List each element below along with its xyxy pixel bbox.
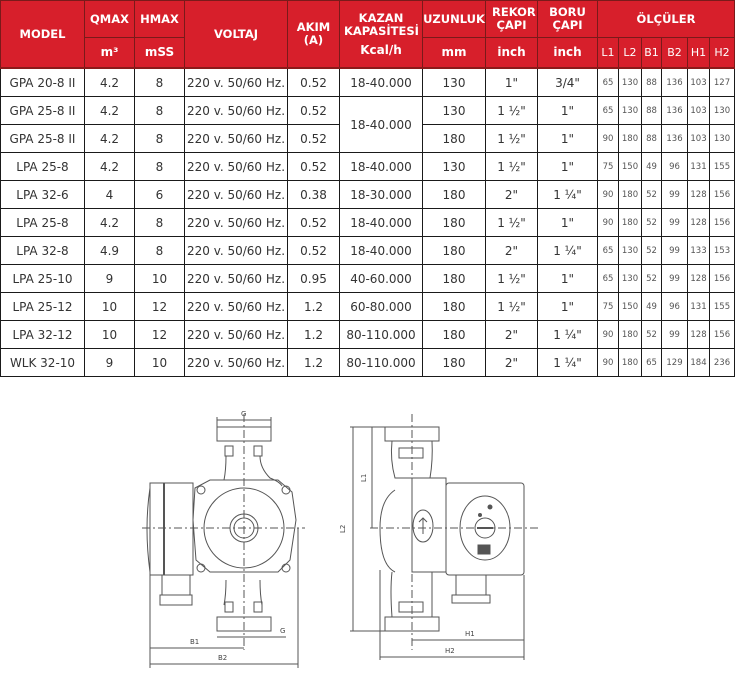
cell-b1: 52 (642, 321, 662, 349)
cell-kazan: 40-60.000 (340, 265, 423, 293)
col-l2: L2 (619, 38, 642, 69)
cell-h1: 131 (688, 153, 710, 181)
cell-h2: 127 (710, 68, 735, 97)
cell-voltaj: 220 v. 50/60 Hz. (185, 237, 288, 265)
cell-b2: 136 (662, 97, 688, 125)
cell-l1: 90 (598, 181, 619, 209)
cell-boru: 1" (538, 97, 598, 125)
cell-boru: 1" (538, 293, 598, 321)
h1-label: H1 (465, 630, 475, 638)
cell-l2: 180 (619, 349, 642, 377)
cell-b1: 49 (642, 153, 662, 181)
l2-label: L2 (339, 524, 347, 533)
table-row (1, 349, 735, 377)
cell-l2: 150 (619, 153, 642, 181)
cell-qmax: 9 (85, 265, 135, 293)
cell-uzunluk: 130 (423, 153, 486, 181)
cell-l1: 90 (598, 349, 619, 377)
cell-l2: 150 (619, 293, 642, 321)
col-akim: AKIM (A) (288, 1, 340, 69)
cell-voltaj: 220 v. 50/60 Hz. (185, 265, 288, 293)
cell-hmax: 8 (135, 209, 185, 237)
cell-rekor: 1 ½" (486, 209, 538, 237)
cell-akim: 0.52 (288, 97, 340, 125)
cell-kazan: 18-40.000 (340, 209, 423, 237)
cell-l1: 75 (598, 153, 619, 181)
cell-uzunluk: 180 (423, 349, 486, 377)
cell-boru: 1 ¼" (538, 321, 598, 349)
cell-boru: 1 ¼" (538, 237, 598, 265)
cell-l1: 65 (598, 97, 619, 125)
cell-akim: 1.2 (288, 293, 340, 321)
cell-akim: 0.95 (288, 265, 340, 293)
pump-technical-drawing (140, 400, 560, 694)
cell-akim: 0.52 (288, 68, 340, 97)
col-uzunluk-unit: mm (423, 38, 486, 69)
table-row (1, 68, 735, 97)
cell-qmax: 4.2 (85, 68, 135, 97)
cell-hmax: 8 (135, 153, 185, 181)
cell-hmax: 8 (135, 68, 185, 97)
cell-b2: 136 (662, 68, 688, 97)
b2-label: B2 (218, 654, 228, 662)
cell-h1: 131 (688, 293, 710, 321)
cell-uzunluk: 130 (423, 68, 486, 97)
cell-b2: 99 (662, 265, 688, 293)
table-row (1, 321, 735, 349)
cell-h1: 184 (688, 349, 710, 377)
cell-voltaj: 220 v. 50/60 Hz. (185, 349, 288, 377)
cell-model: WLK 32-10 (1, 349, 85, 377)
cell-boru: 1 ¼" (538, 349, 598, 377)
cell-model: LPA 32-8 (1, 237, 85, 265)
cell-l2: 180 (619, 181, 642, 209)
cell-boru: 1" (538, 153, 598, 181)
cell-qmax: 4.9 (85, 237, 135, 265)
cell-b1: 52 (642, 209, 662, 237)
cell-h2: 156 (710, 209, 735, 237)
cell-boru: 1" (538, 209, 598, 237)
cell-h1: 133 (688, 237, 710, 265)
cell-kazan: 18-40.000 (340, 237, 423, 265)
cell-l2: 130 (619, 97, 642, 125)
cell-qmax: 10 (85, 293, 135, 321)
cell-hmax: 6 (135, 181, 185, 209)
pump-front-view (142, 410, 305, 668)
cell-uzunluk: 180 (423, 237, 486, 265)
cell-voltaj: 220 v. 50/60 Hz. (185, 125, 288, 153)
cell-boru: 1 ¼" (538, 181, 598, 209)
cell-rekor: 1 ½" (486, 265, 538, 293)
cell-rekor: 1 ½" (486, 97, 538, 125)
table-row (1, 293, 735, 321)
cell-b1: 88 (642, 68, 662, 97)
cell-b1: 88 (642, 97, 662, 125)
cell-b2: 136 (662, 125, 688, 153)
cell-akim: 1.2 (288, 321, 340, 349)
cell-model: LPA 25-10 (1, 265, 85, 293)
cell-boru: 3/4" (538, 68, 598, 97)
cell-akim: 1.2 (288, 349, 340, 377)
cell-kazan: 18-40.000 (340, 153, 423, 181)
cell-model: LPA 32-12 (1, 321, 85, 349)
g-bottom-label: G (280, 627, 286, 635)
spec-table-body (1, 68, 735, 377)
cell-qmax: 10 (85, 321, 135, 349)
b1-label: B1 (190, 638, 200, 646)
col-kazan-unit: Kcal/h (360, 42, 402, 57)
cell-b1: 49 (642, 293, 662, 321)
col-rekor-unit: inch (486, 38, 538, 69)
cell-voltaj: 220 v. 50/60 Hz. (185, 68, 288, 97)
cell-qmax: 4.2 (85, 125, 135, 153)
cell-rekor: 1 ½" (486, 293, 538, 321)
cell-kazan: 18-40.000 (340, 97, 423, 153)
cell-model: GPA 25-8 II (1, 97, 85, 125)
col-qmax-unit: m³ (85, 38, 135, 69)
table-row (1, 237, 735, 265)
cell-h2: 156 (710, 321, 735, 349)
cell-l1: 65 (598, 68, 619, 97)
cell-voltaj: 220 v. 50/60 Hz. (185, 153, 288, 181)
col-kazan (340, 1, 423, 69)
cell-h2: 153 (710, 237, 735, 265)
cell-kazan: 80-110.000 (340, 321, 423, 349)
g-top-label: G (241, 410, 247, 418)
cell-uzunluk: 180 (423, 265, 486, 293)
cell-l2: 130 (619, 237, 642, 265)
cell-rekor: 2" (486, 321, 538, 349)
cell-qmax: 4 (85, 181, 135, 209)
table-row (1, 153, 735, 181)
cell-h1: 103 (688, 68, 710, 97)
cell-b1: 52 (642, 265, 662, 293)
cell-l1: 65 (598, 237, 619, 265)
cell-b1: 52 (642, 181, 662, 209)
cell-l2: 130 (619, 68, 642, 97)
col-b2: B2 (662, 38, 688, 69)
col-b1: B1 (642, 38, 662, 69)
col-uzunluk: UZUNLUK (423, 1, 486, 38)
cell-model: LPA 25-8 (1, 153, 85, 181)
cell-h1: 103 (688, 97, 710, 125)
cell-akim: 0.38 (288, 181, 340, 209)
col-rekor: REKOR ÇAPI (486, 1, 538, 38)
cell-boru: 1" (538, 125, 598, 153)
cell-l1: 65 (598, 265, 619, 293)
cell-rekor: 1 ½" (486, 153, 538, 181)
cell-voltaj: 220 v. 50/60 Hz. (185, 293, 288, 321)
cell-voltaj: 220 v. 50/60 Hz. (185, 181, 288, 209)
cell-h2: 155 (710, 153, 735, 181)
cell-model: GPA 20-8 II (1, 68, 85, 97)
cell-hmax: 10 (135, 265, 185, 293)
cell-akim: 0.52 (288, 125, 340, 153)
cell-qmax: 4.2 (85, 153, 135, 181)
cell-voltaj: 220 v. 50/60 Hz. (185, 97, 288, 125)
col-boru: BORU ÇAPI (538, 1, 598, 38)
cell-model: LPA 25-12 (1, 293, 85, 321)
col-h2: H2 (710, 38, 735, 69)
cell-rekor: 2" (486, 181, 538, 209)
cell-hmax: 8 (135, 237, 185, 265)
l1-label: L1 (360, 473, 368, 482)
cell-uzunluk: 180 (423, 209, 486, 237)
cell-uzunluk: 180 (423, 181, 486, 209)
cell-h2: 156 (710, 181, 735, 209)
cell-voltaj: 220 v. 50/60 Hz. (185, 209, 288, 237)
col-h1: H1 (688, 38, 710, 69)
cell-uzunluk: 180 (423, 125, 486, 153)
cell-l1: 90 (598, 321, 619, 349)
col-hmax: HMAX (135, 1, 185, 38)
cell-h2: 236 (710, 349, 735, 377)
col-model: MODEL (1, 1, 85, 69)
cell-l1: 90 (598, 209, 619, 237)
cell-h1: 128 (688, 209, 710, 237)
cell-l1: 90 (598, 125, 619, 153)
col-qmax: QMAX (85, 1, 135, 38)
table-row (1, 265, 735, 293)
cell-rekor: 2" (486, 237, 538, 265)
cell-akim: 0.52 (288, 237, 340, 265)
cell-l1: 75 (598, 293, 619, 321)
h2-label: H2 (445, 647, 455, 655)
cell-l2: 130 (619, 265, 642, 293)
cell-b2: 129 (662, 349, 688, 377)
cell-rekor: 1 ½" (486, 125, 538, 153)
cell-akim: 0.52 (288, 153, 340, 181)
pump-side-view (339, 414, 540, 660)
cell-b2: 99 (662, 321, 688, 349)
cell-hmax: 8 (135, 97, 185, 125)
cell-h2: 155 (710, 293, 735, 321)
table-row (1, 97, 735, 125)
cell-rekor: 1" (486, 68, 538, 97)
cell-hmax: 12 (135, 293, 185, 321)
col-kazan-label: KAZAN KAPASİTESİ (344, 10, 419, 38)
cell-h1: 128 (688, 321, 710, 349)
cell-voltaj: 220 v. 50/60 Hz. (185, 321, 288, 349)
cell-l2: 180 (619, 321, 642, 349)
cell-b1: 88 (642, 125, 662, 153)
cell-qmax: 4.2 (85, 97, 135, 125)
cell-model: GPA 25-8 II (1, 125, 85, 153)
cell-kazan: 18-30.000 (340, 181, 423, 209)
cell-b1: 65 (642, 349, 662, 377)
cell-h1: 103 (688, 125, 710, 153)
cell-b2: 96 (662, 153, 688, 181)
cell-kazan: 60-80.000 (340, 293, 423, 321)
cell-b2: 96 (662, 293, 688, 321)
col-l1: L1 (598, 38, 619, 69)
cell-l2: 180 (619, 125, 642, 153)
cell-hmax: 12 (135, 321, 185, 349)
cell-uzunluk: 130 (423, 97, 486, 125)
cell-kazan: 18-40.000 (340, 68, 423, 97)
cell-uzunluk: 180 (423, 321, 486, 349)
cell-model: LPA 25-8 (1, 209, 85, 237)
col-olculer: ÖLÇÜLER (598, 1, 735, 38)
table-row (1, 209, 735, 237)
cell-boru: 1" (538, 265, 598, 293)
cell-b2: 99 (662, 237, 688, 265)
cell-h2: 130 (710, 97, 735, 125)
cell-rekor: 2" (486, 349, 538, 377)
cell-h1: 128 (688, 265, 710, 293)
cell-h2: 130 (710, 125, 735, 153)
col-hmax-unit: mSS (135, 38, 185, 69)
cell-h2: 156 (710, 265, 735, 293)
cell-akim: 0.52 (288, 209, 340, 237)
cell-qmax: 9 (85, 349, 135, 377)
cell-h1: 128 (688, 181, 710, 209)
cell-uzunluk: 180 (423, 293, 486, 321)
table-row (1, 181, 735, 209)
cell-b2: 99 (662, 209, 688, 237)
col-boru-unit: inch (538, 38, 598, 69)
cell-b1: 52 (642, 237, 662, 265)
cell-b2: 99 (662, 181, 688, 209)
cell-qmax: 4.2 (85, 209, 135, 237)
cell-hmax: 10 (135, 349, 185, 377)
col-voltaj: VOLTAJ (185, 1, 288, 69)
cell-model: LPA 32-6 (1, 181, 85, 209)
cell-hmax: 8 (135, 125, 185, 153)
cell-l2: 180 (619, 209, 642, 237)
cell-kazan: 80-110.000 (340, 349, 423, 377)
